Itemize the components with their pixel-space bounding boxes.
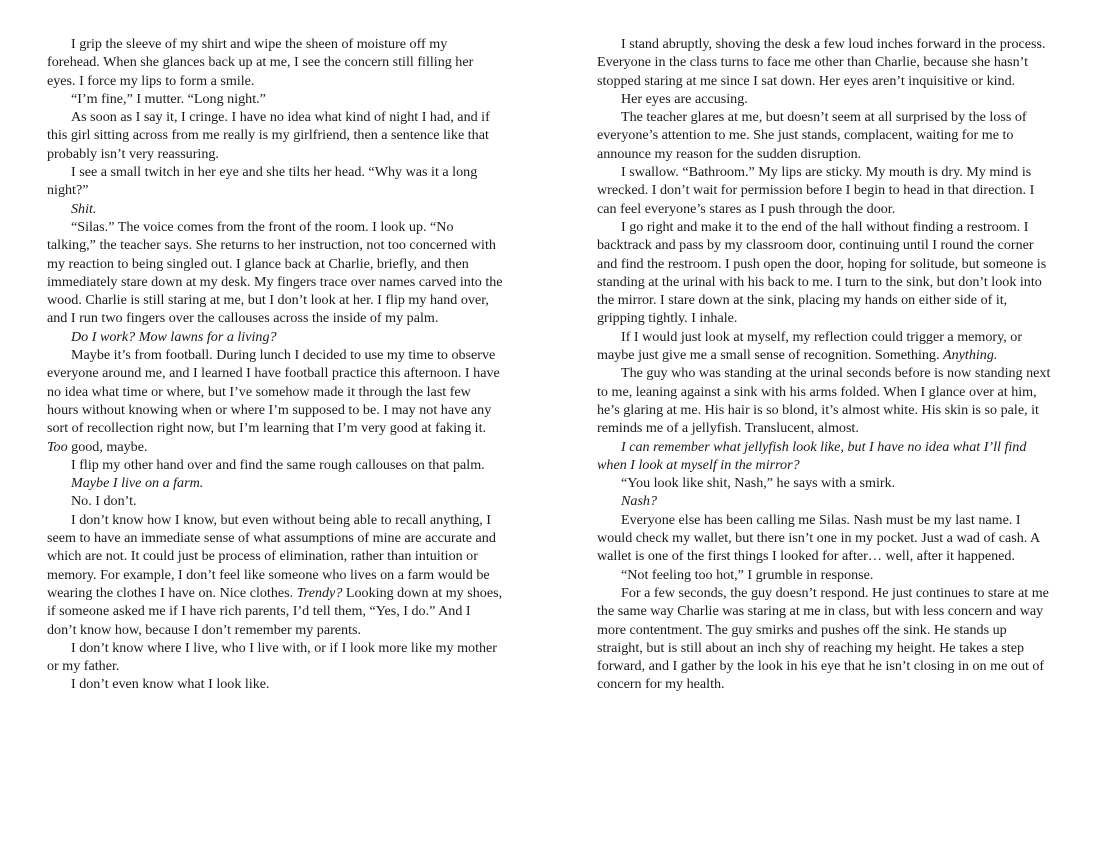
paragraph (47, 492, 503, 510)
text-run: I don’t know how I know, but even without being able to recall anything, I seem to have an immediate sense of what assumptions of mine are accurate and which are not. It could just be process of elimination, rather than intuition or memory. For example, I don’t feel like someone who lives on a farm would be wearing the clothes I have on. Nice clothes. (47, 511, 496, 601)
text-run: I see a small twitch in her eye and she tilts her head. “Why was it a long night?” (47, 164, 478, 199)
italic-text: Maybe I live on a farm. (71, 475, 204, 492)
paragraph (47, 108, 503, 163)
text-run: I swallow. “Bathroom.” My lips are sticky. My mouth is dry. My mind is wrecked. I don’t wait for permission before I begin to head in that direction. I can feel everyone’s stares as I push through the door. (597, 164, 1035, 217)
text-run: The teacher glares at me, but doesn’t seem at all surprised by the loss of everyone’s attention to me. She just stands, complacent, waiting for me to announce my reason for the sudden disruption. (597, 109, 1027, 162)
italic-text: Do I work? Mow lawns for a living? (71, 328, 277, 345)
paragraph (597, 438, 1051, 475)
text-run: Maybe it’s from football. During lunch I decided to use my time to observe everyone around me, and I learned I have football practice this afternoon. I have no idea what time or where, but I’ve somehow made it through the last few hours without knowing when or where I’m supposed to be. I may not have any sort of recollection right now, but I’m learning that I’m very good at faking it. (47, 347, 500, 437)
paragraph (47, 511, 503, 639)
italic-text: Shit. (71, 200, 97, 217)
paragraph (597, 584, 1051, 694)
text-run: “Not feeling too hot,” I grumble in response. (621, 566, 874, 583)
paragraph (47, 200, 503, 218)
right-page (597, 35, 1051, 694)
paragraph (597, 474, 1051, 492)
paragraph (47, 218, 503, 328)
paragraph (597, 328, 1051, 365)
paragraph (597, 364, 1051, 437)
text-run: If I would just look at myself, my reflection could trigger a memory, or maybe just give me a small sense of recognition. Something. (597, 328, 1023, 364)
paragraph (47, 35, 503, 90)
paragraph (47, 474, 503, 492)
text-run: The guy who was standing at the urinal seconds before is now standing next to me, leaning against a sink with his arms folded. When I glance over at him, he’s glaring at me. His hair is so blond, it’s almost white. His skin is so pale, it reminds me of a jellyfish. Translucent, almost. (597, 365, 1051, 437)
paragraph (47, 328, 503, 346)
text-run: I don’t even know what I look like. (71, 676, 270, 693)
paragraph (47, 90, 503, 108)
paragraph (47, 639, 503, 676)
italic-text: Too (47, 438, 68, 455)
text-run: good, maybe. (67, 438, 148, 455)
paragraph (47, 346, 503, 456)
paragraph (597, 90, 1051, 108)
text-run: Looking down at my shoes, if someone asked me if I have rich parents, I’d tell them, “Yes, I do.” And I don’t know how, because I don’t remember my parents. (47, 584, 503, 638)
italic-text: I can remember what jellyfish look like, but I have no idea what I’ll find when I look at myself in the mirror? (597, 438, 1027, 473)
text-run: I don’t know where I live, who I live with, or if I look more like my mother or my father. (47, 639, 497, 675)
text-run: Everyone else has been calling me Silas. Nash must be my last name. I would check my wallet, but there isn’t one in my pocket. Just a wad of cash. A wallet is one of the first things I looked for after… well, after it happened. (597, 511, 1040, 565)
paragraph (597, 108, 1051, 163)
paragraph (597, 35, 1051, 90)
paragraph (597, 492, 1051, 510)
text-run: I flip my other hand over and find the same rough callouses on that palm. (71, 456, 485, 473)
paragraph (47, 675, 503, 693)
italic-text: Anything. (943, 347, 998, 364)
paragraph (47, 163, 503, 200)
text-run: “I’m fine,” I mutter. “Long night.” (71, 90, 266, 107)
italic-text: Nash? (621, 493, 658, 510)
paragraph (597, 566, 1051, 584)
left-page (47, 35, 503, 694)
italic-text: Trendy? (296, 584, 343, 601)
text-run: I go right and make it to the end of the hall without finding a restroom. I backtrack and pass by my classroom door, continuing until I round the corner and find the restroom. I push open the door, hoping for solitude, but someone is standing at the urinal with his back to me. I turn to the sink, but don’t look into the mirror. I stare down at the sink, placing my hands on either side of it, gripping tightly. I inhale. (597, 218, 1047, 327)
text-run: As soon as I say it, I cringe. I have no idea what kind of night I had, and if this girl sitting across from me really is my girlfriend, then a sentence like that probably isn’t very reassuring. (47, 109, 490, 162)
paragraph (597, 511, 1051, 566)
text-run: “You look like shit, Nash,” he says with a smirk. (621, 475, 896, 492)
paragraph (47, 456, 503, 474)
text-run: I stand abruptly, shoving the desk a few loud inches forward in the process. Everyone in the class turns to face me other than Charlie, because she hasn’t stopped staring at me since I sat down. Her eyes aren’t inquisitive or kind. (597, 36, 1046, 89)
text-run: I grip the sleeve of my shirt and wipe the sheen of moisture off my forehead. When she glances back up at me, I see the concern still filling her eyes. I force my lips to form a smile. (47, 36, 474, 89)
text-run: “Silas.” The voice comes from the front of the room. I look up. “No talking,” the teacher says. She returns to her instruction, not too concerned with my reaction to being singled out. I glance back at Charlie, briefly, and then immediately stare down at my desk. My fingers trace over names carved into the wood. Charlie is still staring at me, but I don’t look at her. I flip my hand over, and I run two fingers over the callouses across the inside of my palm. (47, 218, 503, 327)
text-run: No. I don’t. (71, 493, 137, 510)
text-run: Her eyes are accusing. (621, 90, 748, 107)
paragraph (597, 218, 1051, 328)
paragraph (597, 163, 1051, 218)
text-run: For a few seconds, the guy doesn’t respond. He just continues to stare at me the same way Charlie was staring at me in class, but with less concern and way more contentment. The guy smirks and pushes off the sink. He stands up straight, but is still about an inch shy of reaching my height. He takes a step forward, and I gather by the look in his eye that he isn’t closing in on me out of concern for my health. (597, 584, 1049, 693)
